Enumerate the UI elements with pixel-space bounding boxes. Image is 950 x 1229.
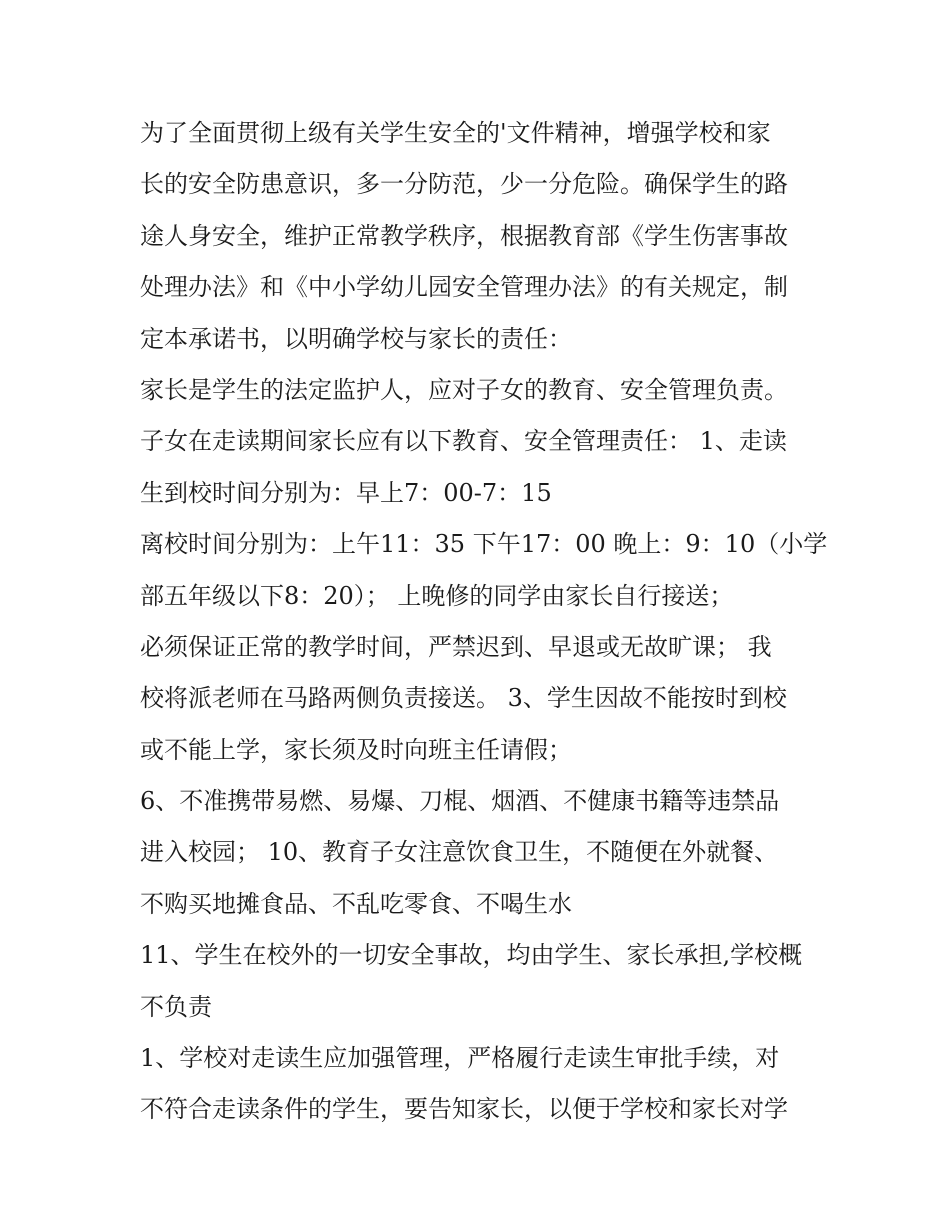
text-line: 长的安全防患意识，多一分防范，少一分危险。确保学生的路 (140, 170, 788, 199)
text-line: 校将派老师在马路两侧负责接送。 3、学生因故不能按时到校 (140, 684, 787, 713)
text-line: 部五年级以下8：20）； 上晚修的同学由家长自行接送； (140, 581, 734, 610)
text-line: 子女在走读期间家长应有以下教育、安全管理责任： 1、走读 (140, 427, 787, 456)
text-line: 家长是学生的法定监护人，应对子女的教育、安全管理负责。 (140, 375, 788, 404)
text-line: 处理办法》和《中小学幼儿园安全管理办法》的有关规定，制 (140, 273, 788, 302)
text-line: 1、学校对走读生应加强管理，严格履行走读生审批手续，对 (140, 1044, 780, 1073)
text-line: 途人身安全，维护正常教学秩序，根据教育部《学生伤害事故 (140, 221, 788, 250)
text-line: 6、不准携带易燃、易爆、刀棍、烟酒、不健康书籍等违禁品 (140, 787, 780, 816)
text-line: 为了全面贯彻上级有关学生安全的'文件精神，增强学校和家 (140, 119, 771, 147)
text-line: 或不能上学，家长须及时向班主任请假； (140, 735, 572, 764)
text-line: 生到校时间分别为：早上7：00-7：15 (140, 478, 552, 507)
text-line: 不负责 (140, 992, 212, 1021)
document-body (140, 108, 830, 1136)
text-line: 不符合走读条件的学生，要告知家长，以便于学校和家长对学 (140, 1095, 788, 1124)
text-line: 11、学生在校外的一切安全事故，均由学生、家长承担,学校概 (140, 941, 803, 970)
text-line: 不购买地摊食品、不乱吃零食、不喝生水 (140, 889, 572, 918)
text-line: 必须保证正常的教学时间，严禁迟到、早退或无故旷课； 我 (140, 632, 772, 661)
text-line: 进入校园； 10、教育子女注意饮食卫生，不随便在外就餐、 (140, 838, 779, 867)
text-line: 离校时间分别为：上午11：35 下午17：00 晚上：9：10（小学 (140, 530, 828, 559)
text-line: 定本承诺书，以明确学校与家长的责任： (140, 324, 572, 353)
